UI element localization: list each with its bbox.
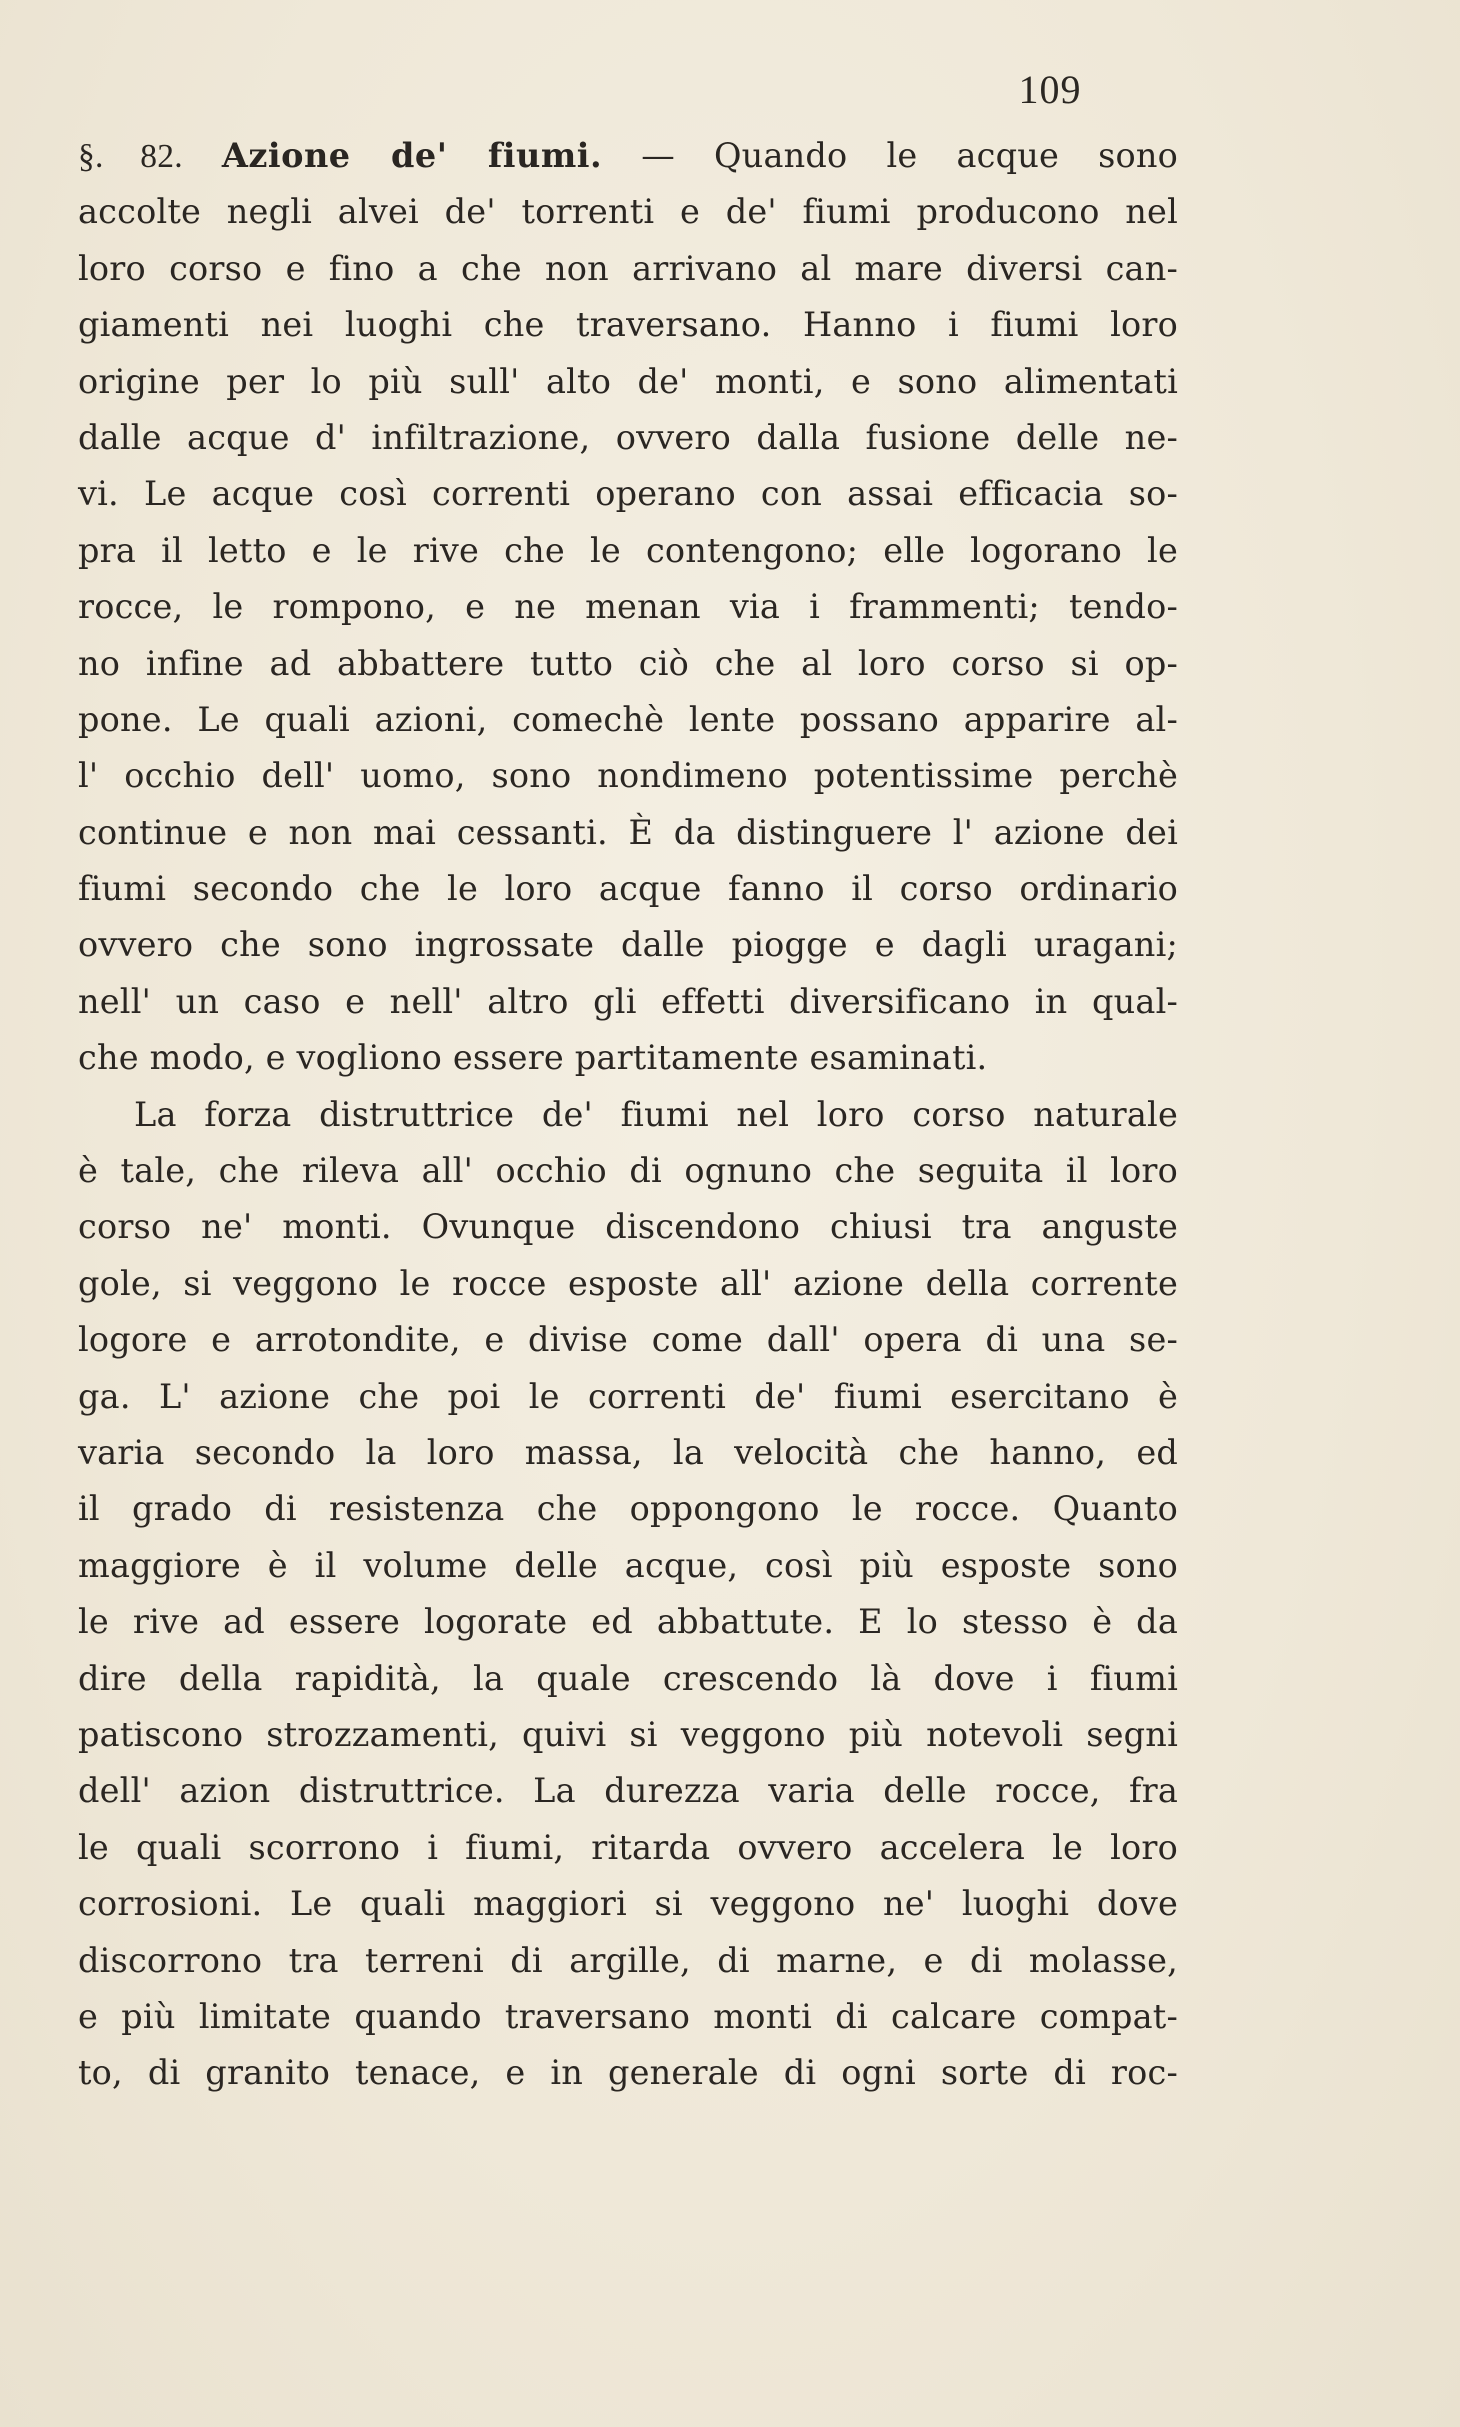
text-line: patiscono strozzamenti, quivi si veggono più notevoli segni (78, 1714, 1178, 1754)
text-line: origine per lo più sull' alto de' monti, e sono alimentati (78, 361, 1178, 401)
text-line: è tale, che rileva all' occhio di ognuno che seguita il loro (78, 1151, 1178, 1191)
text-line: to, di granito tenace, e in generale di ogni sorte di roc- (78, 2053, 1178, 2093)
text-line: pone. Le quali azioni, comechè lente possano apparire al- (78, 699, 1178, 739)
text-line: e più limitate quando traversano monti di calcare compat- (78, 1996, 1178, 2036)
section-mark: §. 82. (78, 138, 183, 175)
text-line: discorrono tra terreni di argille, di marne, e di molasse, (78, 1940, 1178, 1980)
page-number: 109 (1018, 67, 1082, 112)
text-line: varia secondo la loro massa, la velocità che hanno, ed (78, 1432, 1178, 1472)
body-text (78, 128, 1178, 2102)
section-title: Azione de' fiumi. (221, 136, 603, 175)
text-line: no infine ad abbattere tutto ciò che al loro corso si op- (78, 643, 1178, 683)
text-line: ovvero che sono ingrossate dalle piogge e dagli uragani; (78, 925, 1178, 965)
text-line: il grado di resistenza che oppongono le rocce. Quanto (78, 1489, 1178, 1529)
text-line: dell' azion distruttrice. La durezza varia delle rocce, fra (78, 1771, 1178, 1811)
text-line: accolte negli alvei de' torrenti e de' fiumi producono nel (78, 192, 1178, 232)
text-line: l' occhio dell' uomo, sono nondimeno potentissime perchè (78, 756, 1178, 796)
text-line: le quali scorrono i fiumi, ritarda ovvero accelera le loro (78, 1827, 1178, 1867)
text-line: corso ne' monti. Ovunque discendono chiusi tra anguste (78, 1207, 1178, 1247)
text-line: rocce, le rompono, e ne menan via i frammenti; tendo- (78, 587, 1178, 627)
text-line-1-body: — Quando le acque sono (641, 136, 1179, 175)
text-line: gole, si veggono le rocce esposte all' azione della corrente (78, 1263, 1178, 1303)
text-line: giamenti nei luoghi che traversano. Hanno i fiumi loro (78, 305, 1178, 345)
text-line: vi. Le acque così correnti operano con assai efficacia so- (78, 474, 1178, 514)
text-line: dire della rapidità, la quale crescendo là dove i fiumi (78, 1658, 1178, 1698)
text-line: nell' un caso e nell' altro gli effetti diversificano in qual- (78, 981, 1178, 1021)
text-line: pra il letto e le rive che le contengono; elle logorano le (78, 530, 1178, 570)
text-line: maggiore è il volume delle acque, così più esposte sono (78, 1545, 1178, 1585)
text-line: loro corso e fino a che non arrivano al mare diversi can- (78, 248, 1178, 288)
text-line: logore e arrotondite, e divise come dall' opera di una se- (78, 1320, 1178, 1360)
text-line-1 (78, 128, 1178, 184)
text-line: le rive ad essere logorate ed abbattute. E lo stesso è da (78, 1602, 1178, 1642)
text-line: ga. L' azione che poi le correnti de' fiumi esercitano è (78, 1376, 1178, 1416)
text-line: dalle acque d' infiltrazione, ovvero dalla fusione delle ne- (78, 417, 1178, 457)
text-line: fiumi secondo che le loro acque fanno il corso ordinario (78, 869, 1178, 909)
text-line: che modo, e vogliono essere partitamente esaminati. (78, 1038, 988, 1078)
text-line: corrosioni. Le quali maggiori si veggono ne' luoghi dove (78, 1884, 1178, 1924)
paragraph-start-line: La forza distruttrice de' fiumi nel loro corso naturale (134, 1094, 1178, 1134)
text-line: continue e non mai cessanti. È da distinguere l' azione dei (78, 812, 1178, 852)
